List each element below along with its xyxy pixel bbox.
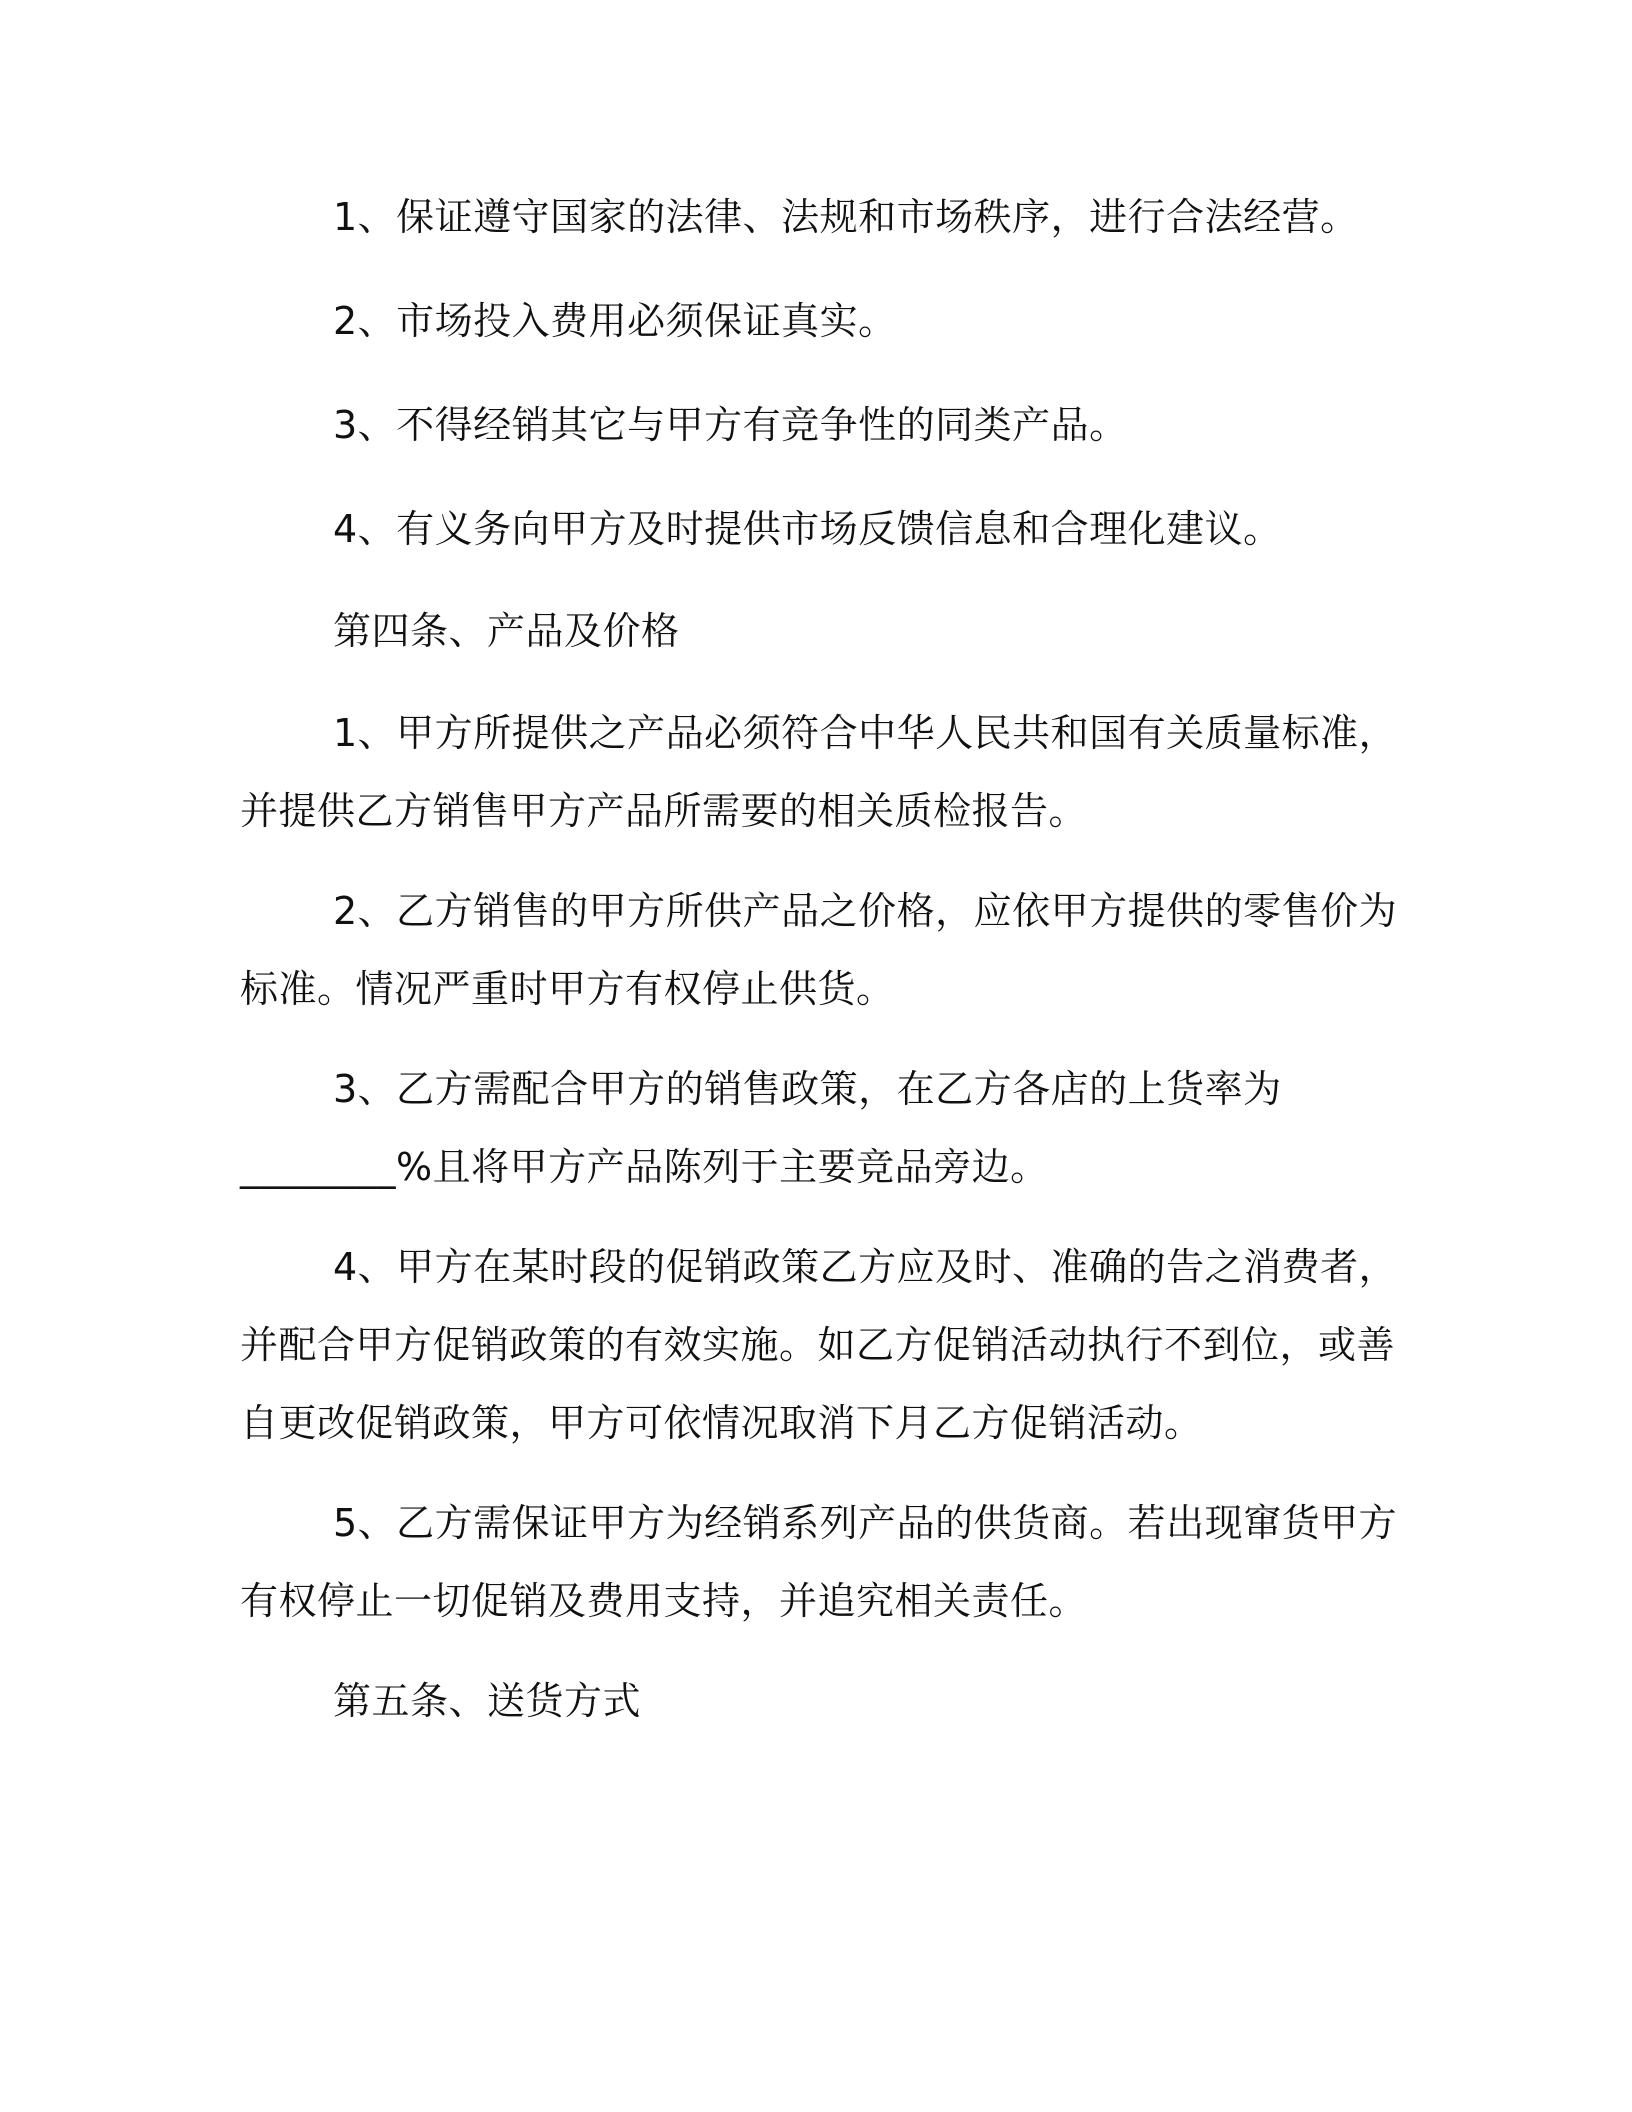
- paragraph-product-4-line-1: 4、甲方在某时段的促销政策乙方应及时、准确的告之消费者，: [333, 1245, 1398, 1289]
- paragraph-product-3-line-2: ________%且将甲方产品陈列于主要竞品旁边。: [240, 1145, 1049, 1189]
- section-heading-article-4: 第四条、产品及价格: [333, 609, 680, 653]
- paragraph-product-3-line-1: 3、乙方需配合甲方的销售政策，在乙方各店的上货率为: [333, 1067, 1282, 1111]
- paragraph-product-5-line-2: 有权停止一切促销及费用支持，并追究相关责任。: [240, 1579, 1088, 1623]
- paragraph-obligation-1: 1、保证遵守国家的法律、法规和市场秩序，进行合法经营。: [333, 195, 1359, 239]
- paragraph-product-1-line-1: 1、甲方所提供之产品必须符合中华人民共和国有关质量标准，: [333, 711, 1398, 755]
- paragraph-product-2-line-1: 2、乙方销售的甲方所供产品之价格，应依甲方提供的零售价为: [333, 889, 1398, 933]
- paragraph-product-2-line-2: 标准。情况严重时甲方有权停止供货。: [240, 967, 895, 1011]
- paragraph-product-4-line-3: 自更改促销政策，甲方可依情况取消下月乙方促销活动。: [240, 1401, 1203, 1445]
- paragraph-product-4-line-2: 并配合甲方促销政策的有效实施。如乙方促销活动执行不到位，或善: [240, 1323, 1396, 1367]
- paragraph-obligation-4: 4、有义务向甲方及时提供市场反馈信息和合理化建议。: [333, 507, 1282, 551]
- paragraph-product-5-line-1: 5、乙方需保证甲方为经销系列产品的供货商。若出现窜货甲方: [333, 1501, 1398, 1545]
- section-heading-article-5: 第五条、送货方式: [333, 1679, 642, 1723]
- paragraph-product-1-line-2: 并提供乙方销售甲方产品所需要的相关质检报告。: [240, 789, 1088, 833]
- paragraph-obligation-2: 2、市场投入费用必须保证真实。: [333, 299, 897, 343]
- paragraph-obligation-3: 3、不得经销其它与甲方有竞争性的同类产品。: [333, 403, 1128, 447]
